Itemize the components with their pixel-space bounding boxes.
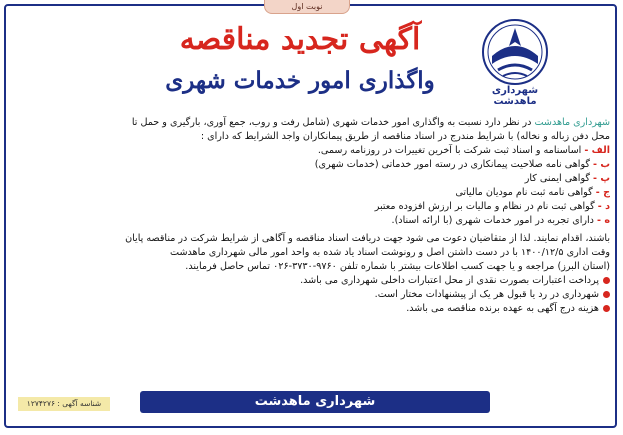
intro-organization: شهرداری ماهدشت bbox=[534, 117, 610, 128]
requirement-letter: پ - bbox=[593, 173, 610, 184]
intro-text: در نظر دارد نسبت به واگذاری امور خدمات شهری (شامل رفت و روب، جمع آوری، بارگیری و حمل تا bbox=[131, 117, 535, 128]
footer-organization-bar: شهرداری ماهدشت bbox=[140, 391, 490, 413]
note-item bbox=[14, 274, 610, 288]
requirement-text: گواهی ثبت نام در نظام و مالیات بر ارزش افزوده معتبر bbox=[374, 201, 598, 212]
intro-line-2: محل دفن زباله و نخاله) با شرایط مندرج در اسناد مناقصه از طریق پیمانکاران واجد الشرایط که دارای : bbox=[200, 131, 610, 142]
bullet-dot-icon bbox=[603, 277, 610, 284]
ad-body bbox=[14, 116, 610, 376]
requirement-item bbox=[14, 158, 610, 172]
requirement-item bbox=[14, 200, 610, 214]
notice-round-tab: نوبت اول bbox=[264, 0, 350, 14]
instructions-line-2: وقت اداری ۱۴۰۰/۱۲/۵ با در دست داشتن اصل و رونوشت اسناد یاد شده به واحد امور مالی شهرداری ماهدشت bbox=[170, 247, 610, 258]
requirement-text: اساسنامه و اسناد ثبت شرکت با آخرین تغییرات در روزنامه رسمی. bbox=[317, 145, 585, 156]
instructions-line-3: (استان البرز) مراجعه و یا جهت کسب اطلاعات بیشتر با شماره تلفن ۹۷۶۰-۳۷۳۰-۰۲۶ تماس حاصل فرمایند. bbox=[185, 261, 610, 272]
requirement-letter: ه - bbox=[597, 215, 610, 226]
bullet-dot-icon bbox=[603, 305, 610, 312]
note-text: پرداخت اعتبارات بصورت نقدی از محل اعتبارات داخلی شهرداری می باشد. bbox=[300, 275, 599, 286]
requirement-item bbox=[14, 144, 610, 158]
ad-title: آگهی تجدید مناقصه bbox=[179, 22, 421, 57]
requirement-text: دارای تجربه در امور خدمات شهری (با ارائه اسناد). bbox=[391, 215, 597, 226]
bullet-dot-icon bbox=[603, 291, 610, 298]
intro-line-1 bbox=[14, 116, 610, 130]
requirement-text: گواهی نامه ثبت نام مودیان مالیاتی bbox=[455, 187, 596, 198]
ad-id-label: شناسه آگهی : ۱۲۷۴۲۷۶ bbox=[18, 397, 110, 411]
note-text: شهرداری در رد یا قبول هر یک از پیشنهادات مختار است. bbox=[374, 289, 599, 300]
requirement-letter: ب - bbox=[593, 159, 610, 170]
note-item bbox=[14, 288, 610, 302]
note-text: هزینه درج آگهی به عهده برنده مناقصه می باشد. bbox=[406, 303, 599, 314]
ad-subtitle: واگذاری امور خدمات شهری bbox=[165, 67, 435, 94]
requirement-text: گواهی ایمنی کار bbox=[524, 173, 594, 184]
requirement-item bbox=[14, 186, 610, 200]
requirement-text: گواهی نامه صلاحیت پیمانکاری در رسته امور خدماتی (خدمات شهری) bbox=[314, 159, 594, 170]
logo-caption: شهرداری ماهدشت bbox=[491, 85, 539, 107]
requirement-item bbox=[14, 172, 610, 186]
note-item bbox=[14, 302, 610, 316]
requirement-item bbox=[14, 214, 610, 228]
instructions-line-1: باشند، اقدام نمایند. لذا از متقاضیان دعوت می شود جهت دریافت اسناد مناقصه و آگاهی از شرایط شرکت در مناقصه پایان bbox=[125, 233, 610, 244]
requirement-letter: الف - bbox=[584, 145, 610, 156]
requirement-letter: ج - bbox=[595, 187, 610, 198]
requirement-letter: د - bbox=[597, 201, 610, 212]
